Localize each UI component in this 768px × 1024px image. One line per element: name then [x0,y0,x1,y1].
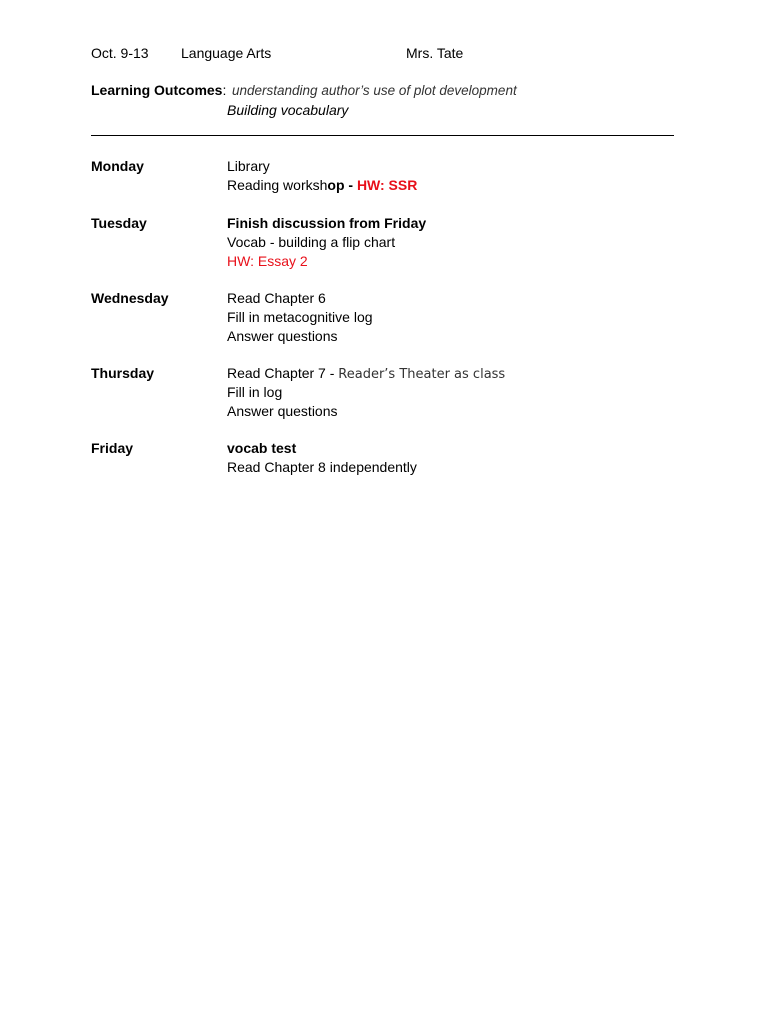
monday-line-2-bold: op - [327,177,357,193]
thursday-line-2: Fill in log [227,384,283,400]
wednesday-line-2: Fill in metacognitive log [227,309,373,325]
learning-outcome-2: Building vocabulary [227,102,349,118]
wednesday-line-3: Answer questions [227,328,338,344]
wednesday-line-1: Read Chapter 6 [227,290,326,306]
day-label-thursday: Thursday [91,365,155,381]
thursday-line-1 [227,364,505,384]
thursday-line-1-text: Read Chapter 7 - [227,365,339,381]
day-label-wednesday: Wednesday [91,290,169,306]
header-subject: Language Arts [181,45,272,61]
thursday-readers-theater: Reader’s Theater as class [338,367,506,382]
header-teacher: Mrs. Tate [406,45,464,61]
monday-line-2-text: Reading worksh [227,177,328,193]
learning-outcomes-heading [91,81,226,100]
learning-outcomes-label: Learning Outcomes [91,82,223,98]
learning-outcome-1: understanding author’s use of plot development [232,83,517,98]
day-label-tuesday: Tuesday [91,215,147,231]
header-dates: Oct. 9-13 [91,45,149,61]
tuesday-line-2: Vocab - building a flip chart [227,234,396,250]
friday-line-2: Read Chapter 8 independently [227,459,417,475]
tuesday-homework: HW: Essay 2 [227,253,308,269]
day-label-friday: Friday [91,440,134,456]
day-label-monday: Monday [91,158,144,174]
learning-outcomes-colon: : [222,82,227,98]
section-divider [91,135,674,136]
friday-line-1: vocab test [227,440,297,456]
monday-line-1: Library [227,158,270,174]
thursday-line-3: Answer questions [227,403,338,419]
monday-homework: HW: SSR [356,177,418,193]
tuesday-line-1: Finish discussion from Friday [227,215,427,231]
monday-line-2 [227,176,417,195]
